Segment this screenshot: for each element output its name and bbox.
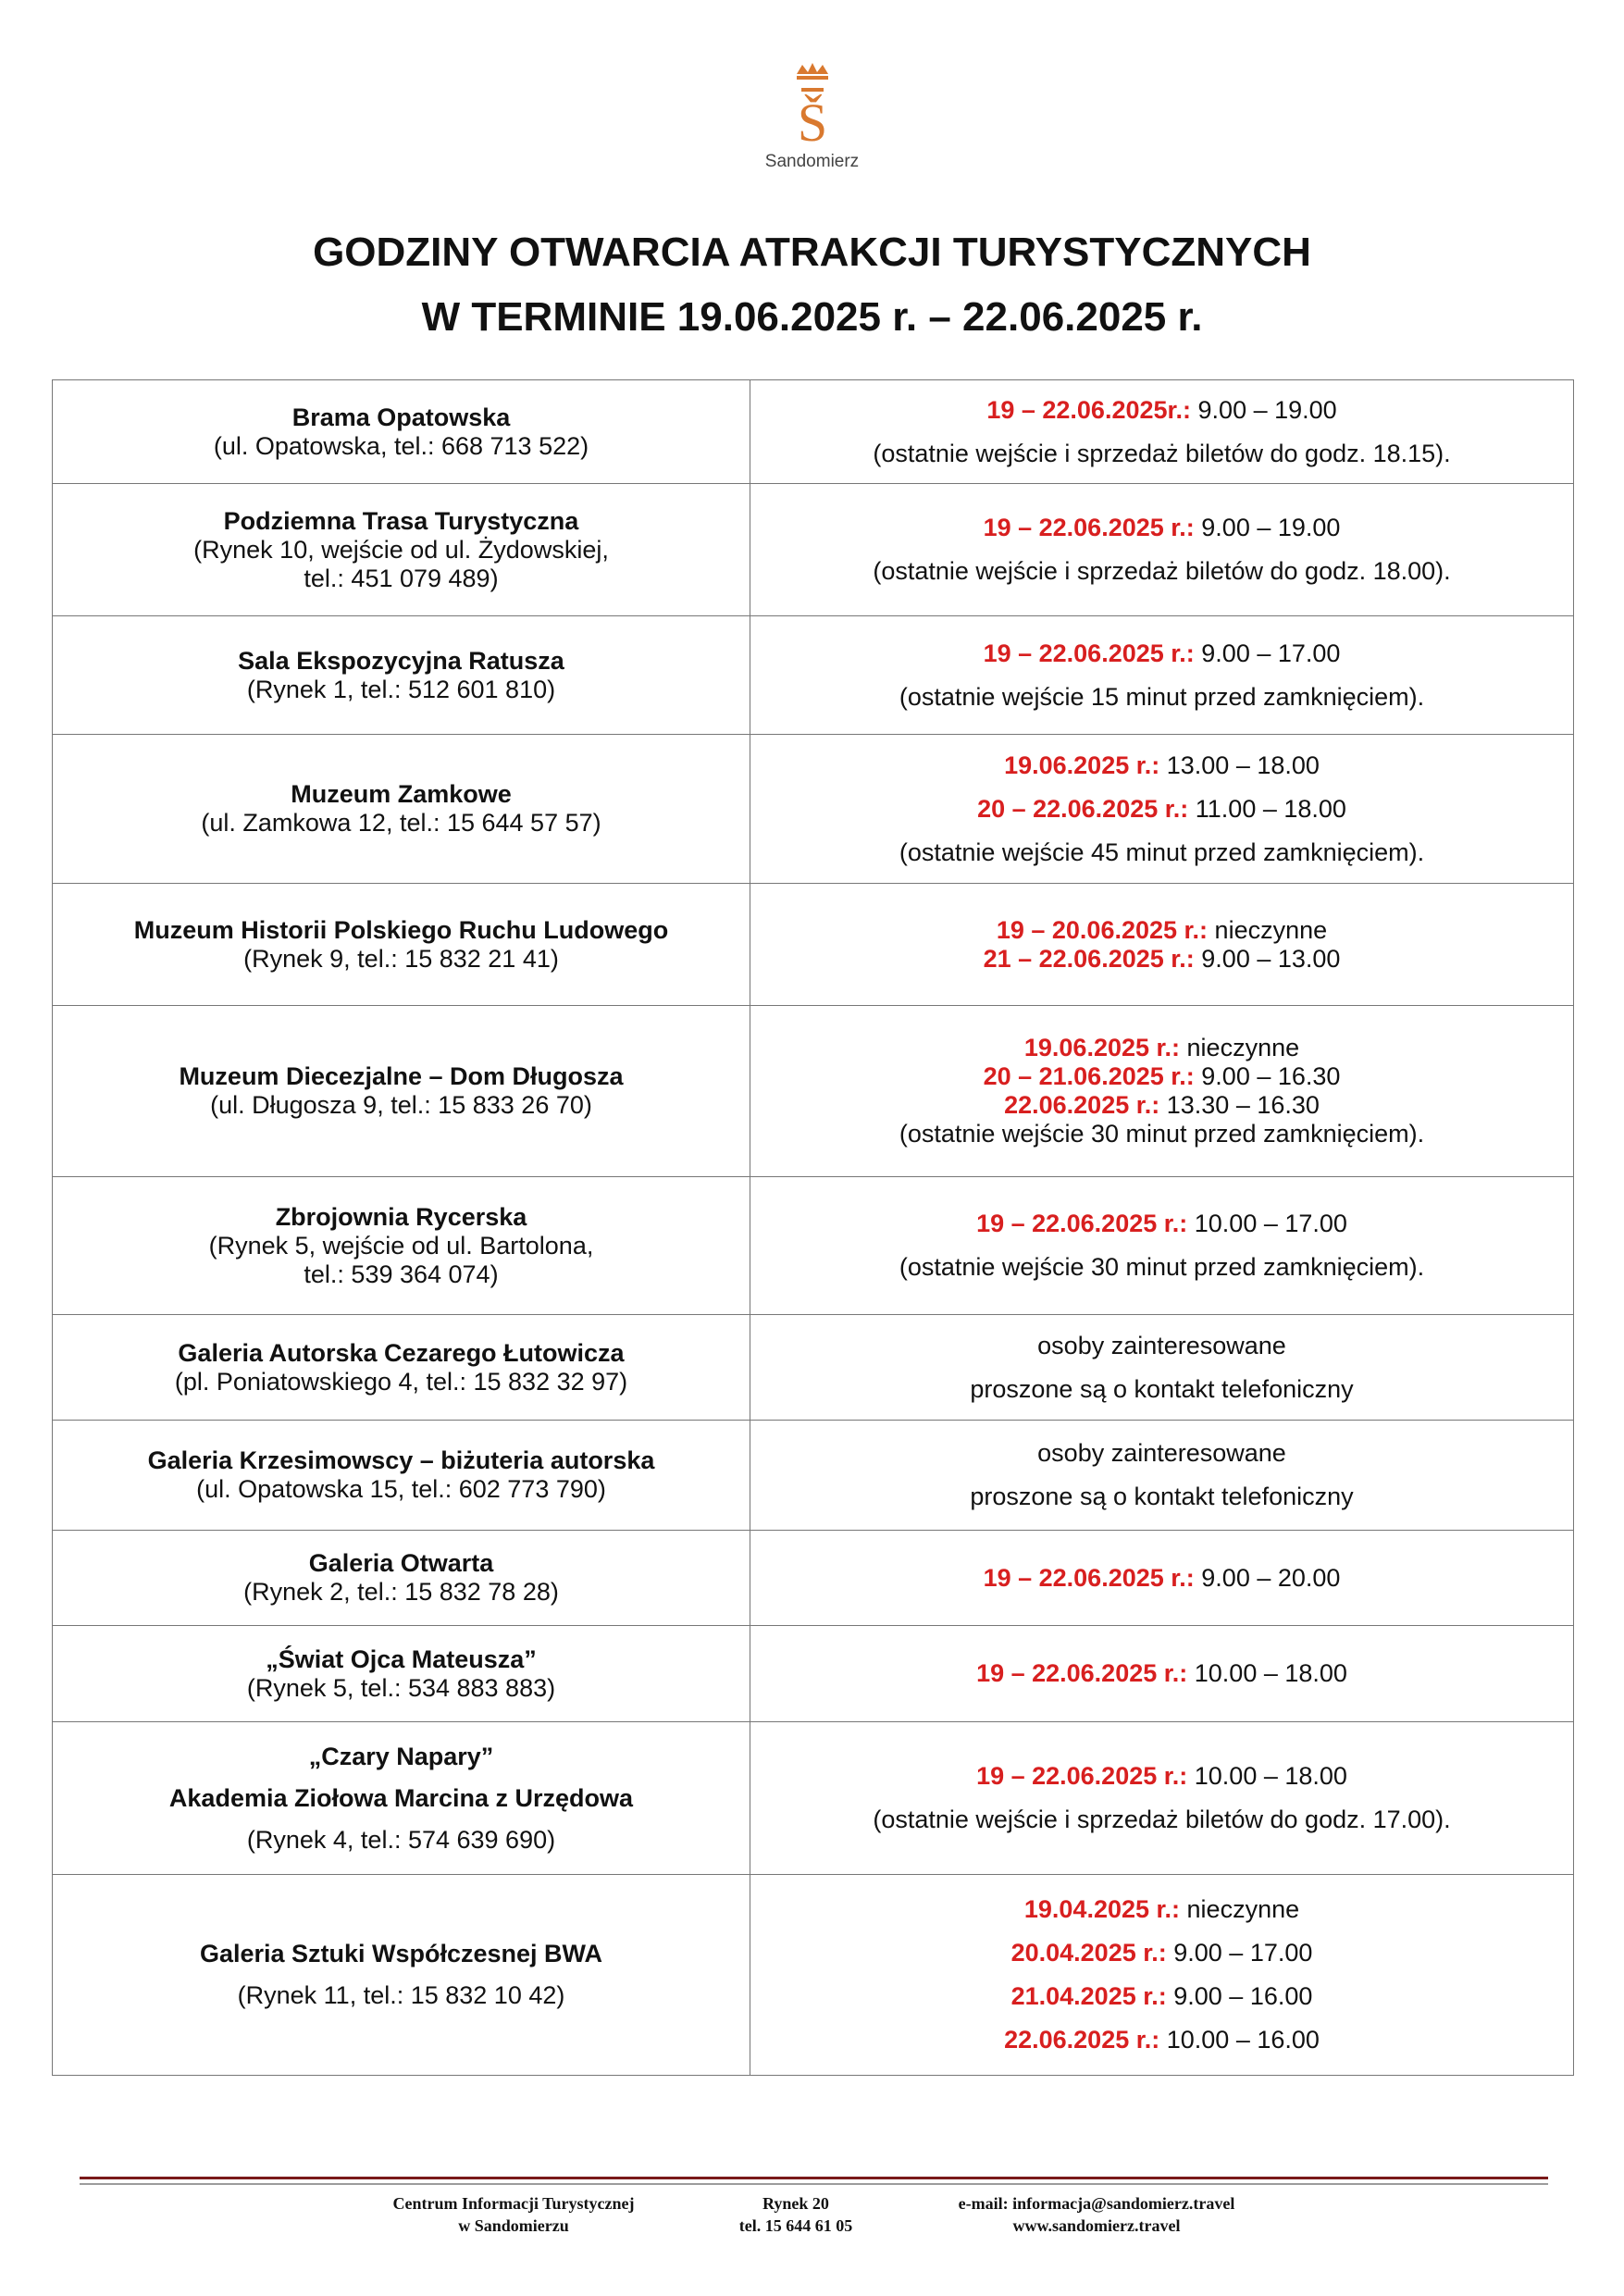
hours-text: (ostatnie wejście i sprzedaż biletów do godz. 18.00). [873, 557, 1451, 585]
hours-cell [750, 1006, 1574, 1177]
date-range: 20 – 21.06.2025 r.: [983, 1062, 1195, 1090]
hours-text: osoby zainteresowane [1037, 1439, 1286, 1467]
hours-cell [750, 484, 1574, 616]
attraction-row [53, 735, 1574, 884]
logo [0, 61, 1624, 172]
attraction-row [53, 884, 1574, 1006]
attraction-name: Muzeum Diecezjalne – Dom Długosza [179, 1062, 624, 1090]
hours-line [756, 1062, 1568, 1091]
hours-line [756, 1939, 1568, 1967]
attraction-row [53, 1875, 1574, 2076]
hours-text: (ostatnie wejście 15 minut przed zamknięciem). [899, 682, 1425, 711]
attraction-contact: (Rynek 11, tel.: 15 832 10 42) [237, 1981, 565, 2009]
hours-line [756, 1659, 1568, 1688]
attraction-cell [53, 616, 750, 735]
attraction-row [53, 1177, 1574, 1315]
footer-contact [911, 2192, 1282, 2237]
hours-line [756, 838, 1568, 867]
hours-cell [750, 1315, 1574, 1421]
page-title [0, 220, 1624, 350]
hours-line [756, 916, 1568, 945]
hours-text: 9.00 – 19.00 [1194, 514, 1341, 541]
attraction-cell [53, 884, 750, 1006]
date-range: 20.04.2025 r.: [1010, 1939, 1167, 1967]
title-line-1: GODZINY OTWARCIA ATRAKCJI TURYSTYCZNYCH [313, 230, 1311, 275]
date-range: 19 – 22.06.2025r.: [986, 395, 1192, 424]
hours-line [756, 1483, 1568, 1511]
hours-cell [750, 380, 1574, 484]
title-line-2: W TERMINIE 19.06.2025 r. – 22.06.2025 r. [421, 294, 1203, 340]
attraction-cell [53, 735, 750, 884]
hours-text: (ostatnie wejście 30 minut przed zamknięciem). [899, 1253, 1425, 1281]
hours-cell [750, 1875, 1574, 2076]
hours-text: nieczynne [1208, 915, 1328, 944]
attraction-name: Galeria Otwarta [308, 1549, 494, 1577]
date-range: 19 – 22.06.2025 r.: [983, 1563, 1195, 1592]
attraction-name: Brama Opatowska [291, 403, 511, 431]
attraction-row [53, 616, 1574, 735]
date-range: 19.06.2025 r.: [1023, 1034, 1181, 1061]
hours-line [756, 514, 1568, 542]
attraction-row [53, 380, 1574, 484]
attraction-row [53, 1006, 1574, 1177]
footer-org-line-2: w Sandomierzu [458, 2216, 569, 2235]
attraction-cell [53, 1177, 750, 1315]
hours-cell [750, 1722, 1574, 1875]
attraction-contact: (pl. Poniatowskiego 4, tel.: 15 832 32 97) [174, 1367, 628, 1396]
hours-text: 10.00 – 16.00 [1159, 2026, 1320, 2054]
hours-text: 11.00 – 18.00 [1188, 794, 1346, 823]
footer-website[interactable]: www.sandomierz.travel [1012, 2216, 1181, 2235]
date-range: 19 – 22.06.2025 r.: [976, 1659, 1188, 1687]
footer-organization [361, 2192, 666, 2237]
attraction-cell [53, 380, 750, 484]
hours-cell [750, 884, 1574, 1006]
hours-text: (ostatnie wejście i sprzedaż biletów do godz. 17.00). [873, 1806, 1451, 1833]
date-range: 19 – 22.06.2025 r.: [976, 1210, 1188, 1237]
logo-name: Sandomierz [764, 152, 860, 171]
hours-line [756, 396, 1568, 425]
attraction-contact: (Rynek 10, wejście od ul. Żydowskiej, [193, 535, 609, 564]
hours-line [756, 1120, 1568, 1148]
hours-cell [750, 616, 1574, 735]
hours-text: nieczynne [1180, 1895, 1300, 1923]
hours-text: 9.00 – 16.00 [1166, 1982, 1313, 2010]
hours-line [756, 1564, 1568, 1593]
opening-hours-table [52, 379, 1574, 2076]
hours-text: 9.00 – 17.00 [1194, 639, 1341, 667]
hours-line [756, 1253, 1568, 1282]
date-range: 22.06.2025 r.: [1004, 2026, 1160, 2054]
opening-hours-body [53, 380, 1574, 2076]
date-range: 19.04.2025 r.: [1023, 1895, 1181, 1923]
attraction-contact: (Rynek 2, tel.: 15 832 78 28) [243, 1578, 559, 1606]
hours-text: 10.00 – 17.00 [1187, 1210, 1347, 1237]
attraction-contact: (Rynek 9, tel.: 15 832 21 41) [243, 944, 559, 973]
date-range: 19.06.2025 r.: [1004, 751, 1160, 779]
hours-cell [750, 735, 1574, 884]
attraction-contact: (ul. Zamkowa 12, tel.: 15 644 57 57) [201, 809, 601, 837]
attraction-row [53, 1626, 1574, 1722]
attraction-name: Galeria Sztuki Współczesnej BWA [199, 1940, 603, 1967]
footer-org-line-1: Centrum Informacji Turystycznej [392, 2194, 635, 2213]
date-range: 19 – 22.06.2025 r.: [976, 1762, 1188, 1790]
hours-cell [750, 1531, 1574, 1626]
attraction-contact: (Rynek 4, tel.: 574 639 690) [246, 1825, 556, 1854]
hours-line [756, 1762, 1568, 1791]
footer-email[interactable]: e-mail: informacja@sandomierz.travel [958, 2194, 1235, 2213]
hours-text: proszone są o kontakt telefoniczny [970, 1483, 1354, 1510]
footer-addr-line-1: Rynek 20 [762, 2194, 829, 2213]
attraction-cell [53, 1315, 750, 1421]
date-range: 19 – 22.06.2025 r.: [983, 514, 1195, 541]
hours-line [756, 1034, 1568, 1062]
hours-text: (ostatnie wejście i sprzedaż biletów do godz. 18.15). [873, 439, 1451, 467]
hours-line [756, 440, 1568, 468]
hours-text: 9.00 – 13.00 [1194, 944, 1341, 973]
hours-line [756, 1895, 1568, 1924]
hours-line [756, 1210, 1568, 1238]
attraction-contact: (ul. Długosza 9, tel.: 15 833 26 70) [210, 1091, 592, 1119]
attraction-cell [53, 1875, 750, 2076]
attraction-row [53, 1315, 1574, 1421]
attraction-row [53, 1722, 1574, 1875]
date-range: 20 – 22.06.2025 r.: [977, 794, 1189, 823]
hours-text: proszone są o kontakt telefoniczny [970, 1374, 1354, 1403]
hours-text: 13.00 – 18.00 [1159, 751, 1320, 779]
hours-line [756, 557, 1568, 586]
attraction-contact: (Rynek 5, wejście od ul. Bartolona, [208, 1231, 594, 1260]
hours-text: osoby zainteresowane [1037, 1331, 1286, 1359]
hours-text: 9.00 – 19.00 [1191, 395, 1337, 424]
date-range: 19 – 20.06.2025 r.: [996, 915, 1209, 944]
crown-s-logo-icon [780, 61, 845, 144]
attraction-contact: (Rynek 5, tel.: 534 883 883) [246, 1673, 556, 1702]
footer-address [703, 2192, 888, 2237]
hours-line [756, 945, 1568, 974]
hours-text: (ostatnie wejście 45 minut przed zamknięciem). [899, 838, 1425, 866]
attraction-name: Galeria Krzesimowscy – biżuteria autorska [147, 1446, 655, 1474]
date-range: 21.04.2025 r.: [1010, 1982, 1167, 2010]
attraction-cell [53, 1421, 750, 1531]
attraction-name: „Świat Ojca Mateusza” [266, 1644, 537, 1673]
attraction-name: Muzeum Historii Polskiego Ruchu Ludowego [133, 915, 669, 944]
hours-line [756, 683, 1568, 712]
attraction-contact: (ul. Opatowska 15, tel.: 602 773 790) [196, 1475, 606, 1503]
hours-line [756, 639, 1568, 668]
attraction-contact: (Rynek 1, tel.: 512 601 810) [246, 675, 556, 703]
logo-letter: Š [797, 93, 827, 144]
attraction-row [53, 1531, 1574, 1626]
attraction-cell [53, 1626, 750, 1722]
hours-line [756, 2026, 1568, 2054]
attraction-contact: tel.: 451 079 489) [304, 564, 499, 592]
date-range: 19 – 22.06.2025 r.: [983, 639, 1195, 667]
hours-line [756, 1982, 1568, 2011]
attraction-name: Podziemna Trasa Turystyczna [223, 506, 579, 535]
footer-addr-line-2: tel. 15 644 61 05 [738, 2216, 853, 2235]
hours-text: 13.30 – 16.30 [1159, 1091, 1320, 1119]
hours-line [756, 1375, 1568, 1404]
attraction-cell [53, 1722, 750, 1875]
hours-line [756, 1439, 1568, 1468]
attraction-name: „Czary Napary” [308, 1742, 494, 1770]
date-range: 21 – 22.06.2025 r.: [983, 944, 1195, 973]
attraction-name-line-2: Akademia Ziołowa Marcina z Urzędowa [168, 1783, 634, 1812]
attraction-name: Galeria Autorska Cezarego Łutowicza [178, 1338, 625, 1367]
attraction-name: Zbrojownia Rycerska [275, 1202, 527, 1231]
hours-line [756, 1806, 1568, 1834]
hours-text: 10.00 – 18.00 [1187, 1659, 1347, 1687]
attraction-cell [53, 1531, 750, 1626]
attraction-row [53, 484, 1574, 616]
hours-text: nieczynne [1180, 1034, 1300, 1061]
hours-text: 9.00 – 17.00 [1166, 1939, 1313, 1967]
hours-text: 9.00 – 20.00 [1194, 1563, 1341, 1592]
attraction-name: Muzeum Zamkowe [291, 780, 512, 808]
hours-cell [750, 1626, 1574, 1722]
hours-line [756, 795, 1568, 824]
attraction-name: Sala Ekspozycyjna Ratusza [238, 646, 564, 675]
attraction-row [53, 1421, 1574, 1531]
hours-cell [750, 1421, 1574, 1531]
attraction-cell [53, 484, 750, 616]
hours-text: (ostatnie wejście 30 minut przed zamknięciem). [899, 1120, 1425, 1148]
hours-cell [750, 1177, 1574, 1315]
date-range: 22.06.2025 r.: [1004, 1091, 1160, 1119]
hours-line [756, 1332, 1568, 1360]
hours-line [756, 1091, 1568, 1120]
hours-text: 10.00 – 18.00 [1187, 1762, 1347, 1790]
footer-divider [80, 2177, 1548, 2185]
hours-line [756, 751, 1568, 780]
attraction-contact: (ul. Opatowska, tel.: 668 713 522) [213, 431, 589, 460]
attraction-cell [53, 1006, 750, 1177]
hours-text: 9.00 – 16.30 [1194, 1062, 1341, 1090]
attraction-contact: tel.: 539 364 074) [304, 1260, 499, 1288]
